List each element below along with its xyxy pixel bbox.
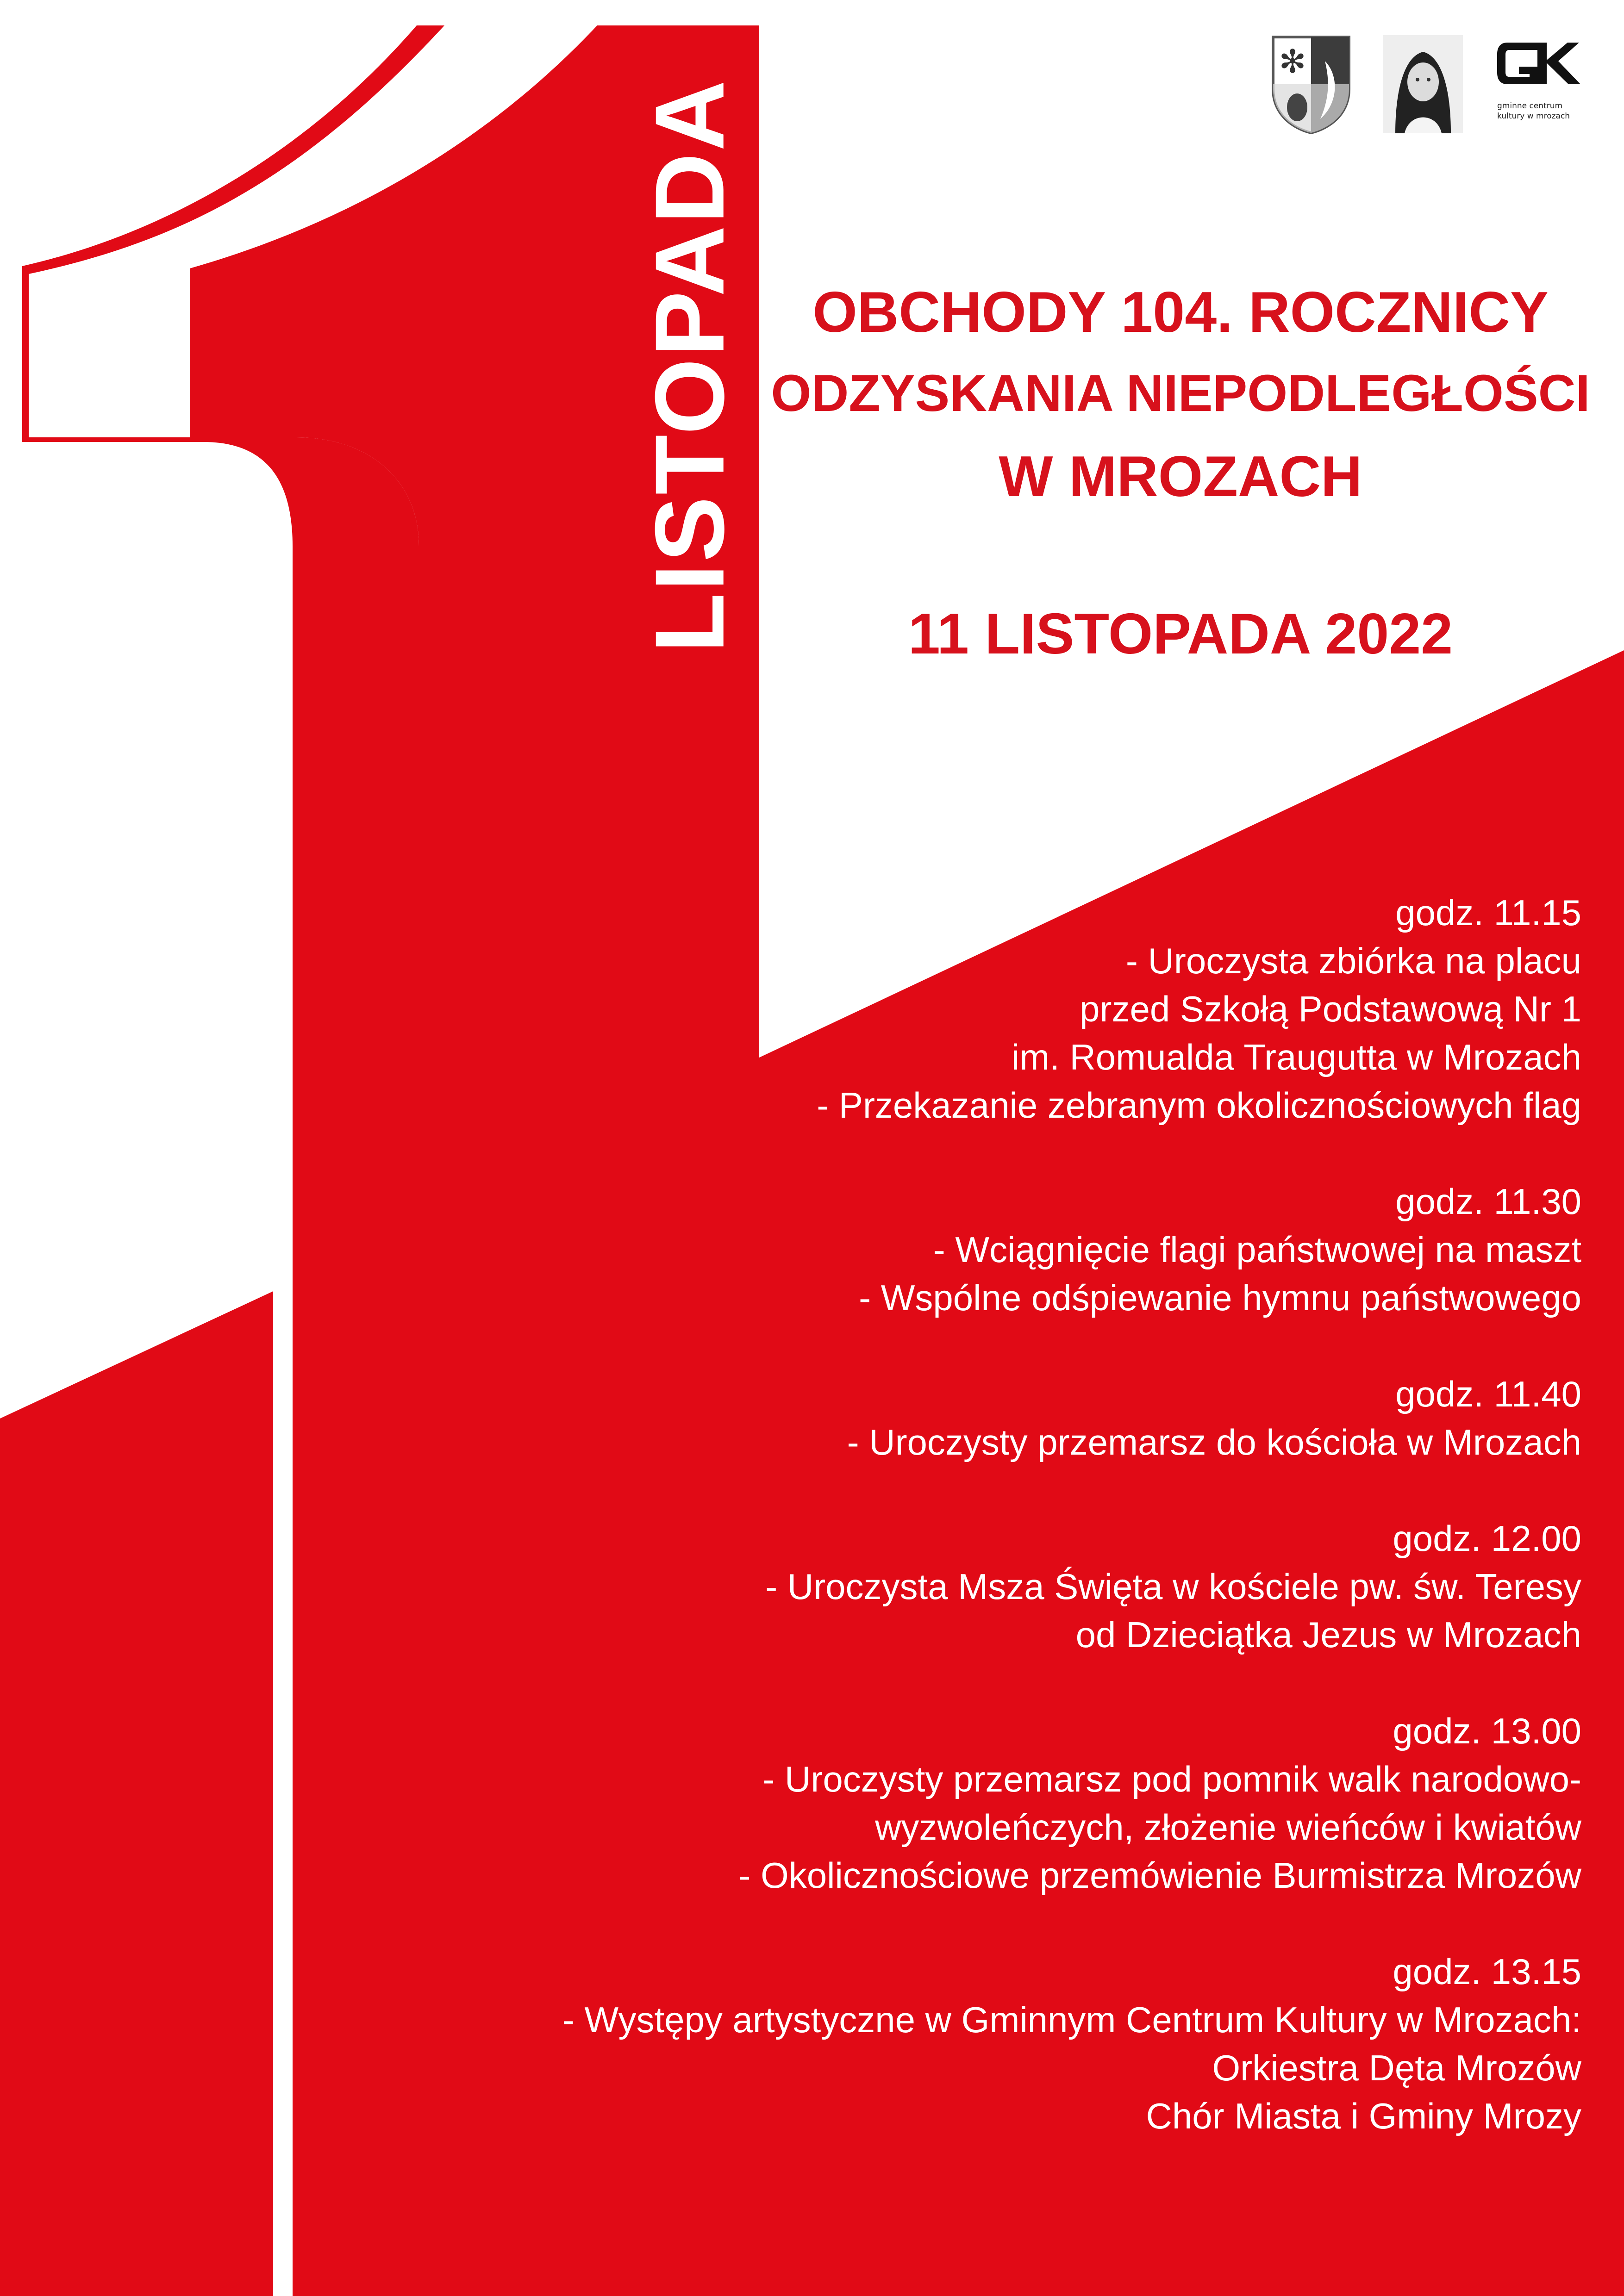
slot-line: - Uroczysty przemarsz do kościoła w Mrozach (847, 1422, 1581, 1462)
svg-text:✻: ✻ (1279, 44, 1306, 80)
heading-line2: ODZYSKANIA NIEPODLEGŁOŚCI (771, 364, 1590, 422)
slot-time: godz. 11.40 (1395, 1374, 1581, 1414)
slot-line: - Występy artystyczne w Gminnym Centrum Kultury w Mrozach: (562, 1999, 1581, 2040)
gck-logo-icon (1493, 33, 1581, 98)
slot-time: godz. 12.00 (1393, 1518, 1581, 1559)
heading-line3: W MROZACH (999, 445, 1362, 509)
vertical-title-text: LISTOPADA (635, 78, 744, 653)
gck-logo (1493, 33, 1581, 121)
slot-time: godz. 11.30 (1395, 1181, 1581, 1222)
vertical-listopada-title (635, 56, 744, 676)
lower-left-red-field (0, 1291, 273, 2296)
program-slot (378, 1177, 1581, 1322)
slot-line: - Uroczysty przemarsz pod pomnik walk narodowo- (762, 1759, 1581, 1799)
slot-line: - Przekazanie zebranym okolicznościowych flag (817, 1085, 1581, 1126)
program-slot (378, 1370, 1581, 1466)
gck-caption-line1: gminne centrum (1497, 101, 1563, 111)
slot-line: - Uroczysta Msza Święta w kościele pw. św. Teresy (765, 1566, 1581, 1607)
program-slot (378, 1948, 1581, 2140)
slot-line: wyzwoleńczych, złożenie wieńców i kwiatów (875, 1807, 1581, 1848)
slot-line: - Okolicznościowe przemówienie Burmistrza Mrozów (738, 1855, 1581, 1896)
slot-line: Orkiestra Dęta Mrozów (1212, 2047, 1581, 2088)
saint-portrait-icon (1381, 33, 1465, 135)
slot-line: Chór Miasta i Gminy Mrozy (1146, 2096, 1581, 2136)
heading-line1: OBCHODY 104. ROCZNICY (812, 280, 1549, 344)
slot-line: im. Romualda Traugutta w Mrozach (1011, 1037, 1581, 1077)
gck-caption (1493, 101, 1581, 121)
slot-line: - Wspólne odśpiewanie hymnu państwowego (859, 1277, 1581, 1318)
program-slot (378, 1514, 1581, 1659)
slot-line: - Uroczysta zbiórka na placu (1125, 940, 1581, 981)
program-slot (378, 1707, 1581, 1899)
slot-time: godz. 11.15 (1395, 892, 1581, 933)
slot-line: przed Szkołą Podstawową Nr 1 (1080, 989, 1581, 1029)
coat-of-arms-icon (1269, 33, 1353, 135)
slot-line: - Wciągnięcie flagi państwowej na maszt (933, 1229, 1581, 1270)
event-program (378, 889, 1581, 2188)
partner-logos (1269, 33, 1581, 135)
gck-caption-line2: kultury w mrozach (1497, 112, 1570, 121)
event-date: 11 LISTOPADA 2022 (908, 602, 1453, 666)
program-slot (378, 889, 1581, 1129)
slot-time: godz. 13.15 (1393, 1951, 1581, 1992)
slot-time: godz. 13.00 (1393, 1711, 1581, 1751)
slot-line: od Dzieciątka Jezus w Mrozach (1075, 1614, 1581, 1655)
